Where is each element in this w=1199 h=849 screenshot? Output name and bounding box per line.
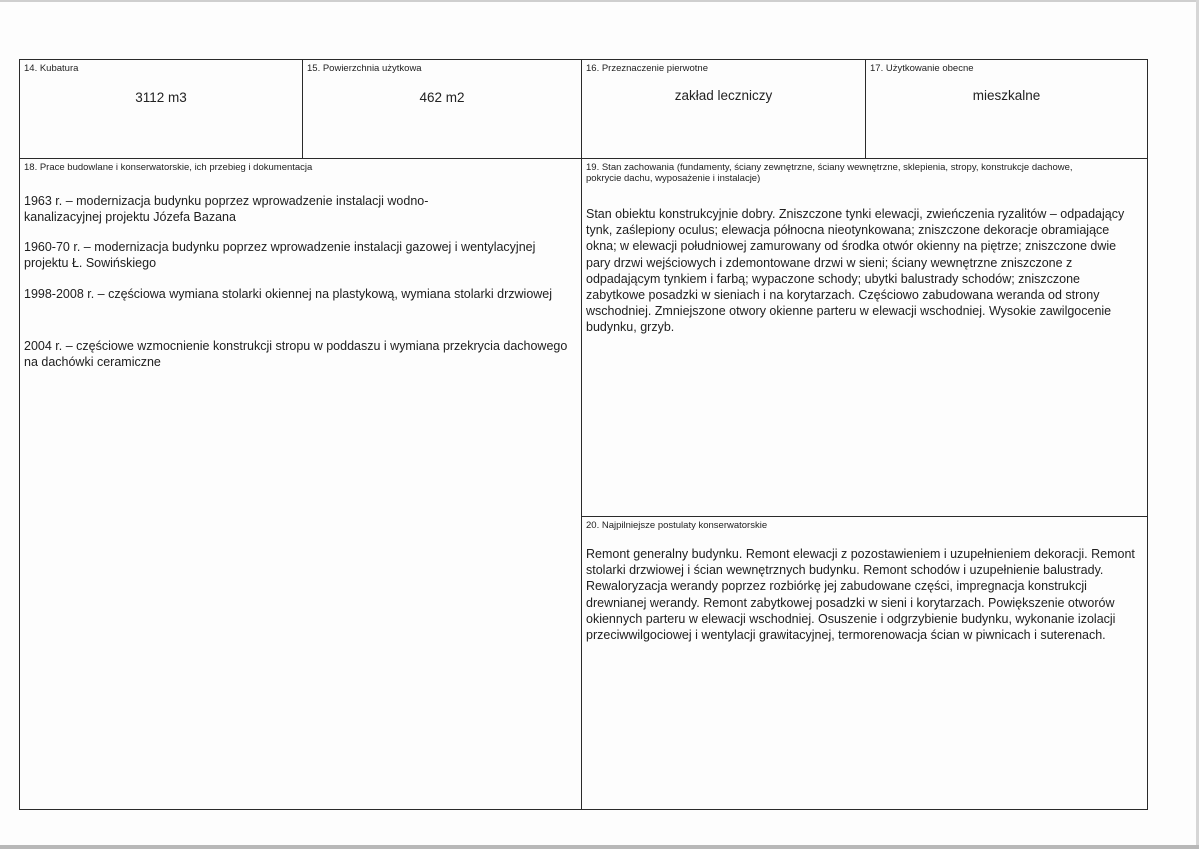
- field-14-kubatura: [19, 59, 303, 159]
- field-value: 462 m2: [419, 90, 465, 105]
- scan-edge: [0, 0, 1199, 2]
- field-label: 14. Kubatura: [24, 63, 79, 74]
- field-18-prace-budowlane: [19, 158, 582, 810]
- field-15-powierzchnia: [302, 59, 582, 159]
- field-label: 19. Stan zachowania (fundamenty, ściany zewnętrzne, ściany wewnętrzne, sklepienia, stropy, konstrukcje dachowe, pokrycie dachu, wyposażenie i instalacje): [586, 162, 1073, 184]
- field-20-postulaty: [581, 516, 1148, 810]
- field-17-uzytkowanie: [865, 59, 1148, 159]
- field-value: 3112 m3: [135, 90, 187, 105]
- field-value: zakład leczniczy: [674, 88, 773, 103]
- field-label: 18. Prace budowlane i konserwatorskie, ich przebieg i dokumentacja: [24, 162, 313, 173]
- field-label: 15. Powierzchnia użytkowa: [307, 63, 422, 74]
- work-entry-1998-2008: 1998-2008 r. – częściowa wymiana stolarki okiennej na plastykową, wymiana stolarki drzwiowej: [24, 287, 553, 301]
- recommendations-text: Remont generalny budynku. Remont elewacji z pozostawieniem i uzupełnieniem dekoracji. Remont stolarki drzwiowej i ścian wewnętrznych budynku. Remont schodów i uzupełnienie balustrady. Rewaloryzacja werandy poprzez rozbiórkę jej zabudowane części, impregnacja konstrukcji drewnianej werandy. Remont zabytkowej posadzki w sieni i korytarzach. Powiększenie otworów okiennych parteru w elewacji wschodniej. Osuszenie i odgrzybienie budynku, wykonanie izolacji przeciwwilgociowej i wentylacji grawitacyjnej, termorenowacja ścian w piwnicach i suterenach.: [586, 547, 1135, 643]
- field-label: 17. Użytkowanie obecne: [870, 63, 974, 74]
- field-label: 20. Najpilniejsze postulaty konserwatorskie: [586, 520, 768, 531]
- field-16-przeznaczenie: [581, 59, 866, 159]
- work-entry-2004: 2004 r. – częściowe wzmocnienie konstrukcji stropu w poddaszu i wymiana przekrycia dachowego na dachówki ceramiczne: [24, 339, 568, 370]
- condition-text: Stan obiektu konstrukcyjnie dobry. Zniszczone tynki elewacji, zwieńczenia ryzalitów – odpadający tynk, zaślepiony oculus; elewacja północna nieotynkowana; zniszczone dekoracje obramiające okna; w elewacji południowej zamurowany od środka otwór okienny na piętrze; zniszczone dwie pary drzwi wejściowych i zdemontowane drzwi w sieni; ściany wewnętrzne zniszczone z odpadającym tynkiem i farbą; wypaczone schody; ubytki balustrady schodów; zniszczone zabytkowe posadzki w sieniach i na korytarzach. Częściowo zabudowana weranda od strony wschodniej. Zmniejszone otwory okienne parteru w elewacji wschodniej. Wysokie zawilgocenie budynku, grzyb.: [586, 207, 1125, 335]
- field-19-stan-zachowania: [581, 158, 1148, 517]
- scan-edge: [0, 845, 1199, 849]
- work-entry-1963: 1963 r. – modernizacja budynku poprzez wprowadzenie instalacji wodno-kanalizacyjnej projektu Józefa Bazana: [24, 194, 429, 225]
- field-label: 16. Przeznaczenie pierwotne: [586, 63, 708, 74]
- field-value: mieszkalne: [972, 88, 1041, 103]
- work-entry-1960-70: 1960-70 r. – modernizacja budynku poprzez wprowadzenie instalacji gazowej i wentylacyjnej projektu Ł. Sowińskiego: [24, 240, 536, 271]
